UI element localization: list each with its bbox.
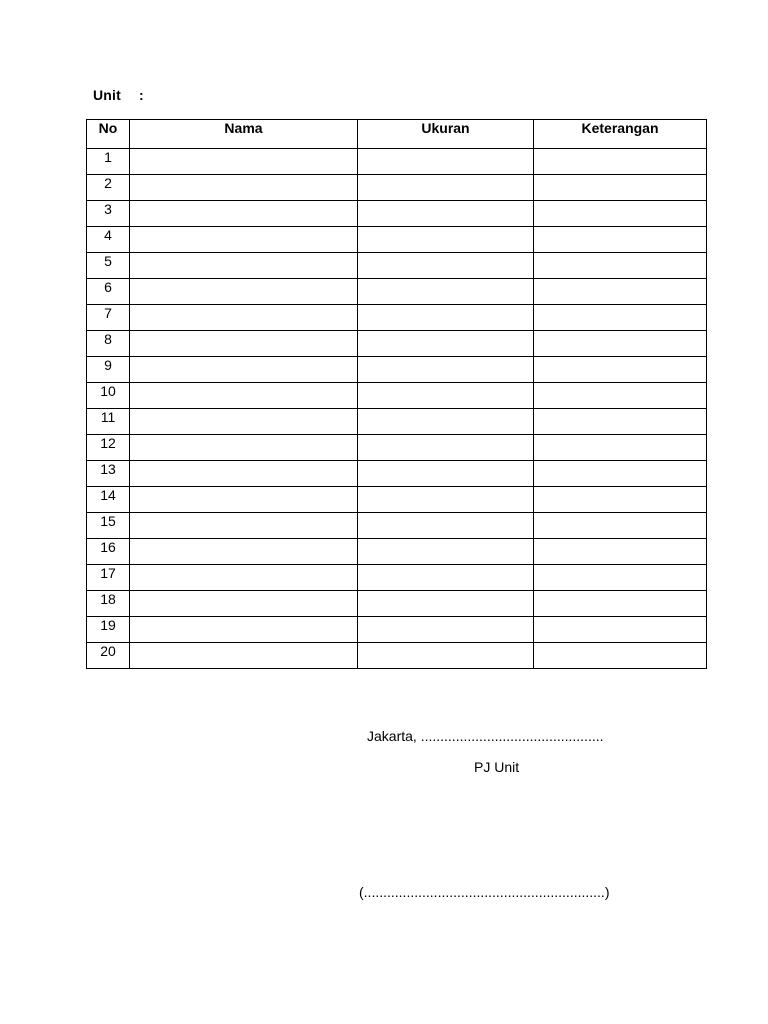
- cell-nama[interactable]: [130, 305, 358, 331]
- cell-keterangan[interactable]: [534, 253, 707, 279]
- cell-no: 15: [87, 513, 130, 539]
- cell-ukuran[interactable]: [358, 435, 534, 461]
- cell-no: 2: [87, 175, 130, 201]
- cell-ukuran[interactable]: [358, 617, 534, 643]
- cell-nama[interactable]: [130, 617, 358, 643]
- cell-no: 18: [87, 591, 130, 617]
- cell-no: 3: [87, 201, 130, 227]
- cell-ukuran[interactable]: [358, 201, 534, 227]
- cell-nama[interactable]: [130, 175, 358, 201]
- cell-nama[interactable]: [130, 149, 358, 175]
- cell-keterangan[interactable]: [534, 513, 707, 539]
- cell-ukuran[interactable]: [358, 305, 534, 331]
- table-row: [87, 305, 707, 331]
- cell-keterangan[interactable]: [534, 305, 707, 331]
- cell-nama[interactable]: [130, 487, 358, 513]
- cell-ukuran[interactable]: [358, 539, 534, 565]
- header-keterangan: Keterangan: [534, 120, 707, 149]
- item-table: [86, 119, 707, 669]
- cell-nama[interactable]: [130, 201, 358, 227]
- cell-no: 17: [87, 565, 130, 591]
- cell-no: 11: [87, 409, 130, 435]
- table-row: [87, 331, 707, 357]
- table-row: [87, 409, 707, 435]
- signature-name-line: (..............................................................): [359, 884, 610, 900]
- cell-nama[interactable]: [130, 409, 358, 435]
- cell-no: 5: [87, 253, 130, 279]
- header-nama: Nama: [130, 120, 358, 149]
- cell-ukuran[interactable]: [358, 175, 534, 201]
- cell-no: 8: [87, 331, 130, 357]
- table-row: [87, 565, 707, 591]
- table-row: [87, 643, 707, 669]
- cell-no: 13: [87, 461, 130, 487]
- cell-no: 9: [87, 357, 130, 383]
- cell-no: 14: [87, 487, 130, 513]
- cell-ukuran[interactable]: [358, 461, 534, 487]
- cell-ukuran[interactable]: [358, 331, 534, 357]
- unit-heading: [93, 87, 144, 103]
- cell-no: 20: [87, 643, 130, 669]
- table-row: [87, 149, 707, 175]
- cell-keterangan[interactable]: [534, 487, 707, 513]
- table-row: [87, 591, 707, 617]
- cell-nama[interactable]: [130, 383, 358, 409]
- cell-keterangan[interactable]: [534, 383, 707, 409]
- cell-keterangan[interactable]: [534, 409, 707, 435]
- signature-role: PJ Unit: [474, 759, 520, 775]
- cell-keterangan[interactable]: [534, 331, 707, 357]
- cell-nama[interactable]: [130, 591, 358, 617]
- cell-ukuran[interactable]: [358, 591, 534, 617]
- cell-nama[interactable]: [130, 253, 358, 279]
- cell-no: 7: [87, 305, 130, 331]
- table-row: [87, 461, 707, 487]
- cell-nama[interactable]: [130, 539, 358, 565]
- cell-no: 10: [87, 383, 130, 409]
- table-row: [87, 253, 707, 279]
- cell-no: 12: [87, 435, 130, 461]
- table-row: [87, 617, 707, 643]
- signature-place-date: Jakarta, ...............................................: [367, 728, 604, 744]
- table-row: [87, 279, 707, 305]
- cell-nama[interactable]: [130, 643, 358, 669]
- cell-keterangan[interactable]: [534, 461, 707, 487]
- cell-no: 16: [87, 539, 130, 565]
- cell-nama[interactable]: [130, 565, 358, 591]
- cell-keterangan[interactable]: [534, 357, 707, 383]
- cell-keterangan[interactable]: [534, 435, 707, 461]
- cell-ukuran[interactable]: [358, 513, 534, 539]
- table-row: [87, 383, 707, 409]
- cell-keterangan[interactable]: [534, 201, 707, 227]
- cell-no: 4: [87, 227, 130, 253]
- cell-ukuran[interactable]: [358, 279, 534, 305]
- unit-colon: :: [139, 87, 144, 103]
- cell-nama[interactable]: [130, 331, 358, 357]
- cell-no: 6: [87, 279, 130, 305]
- cell-ukuran[interactable]: [358, 643, 534, 669]
- table-row: [87, 487, 707, 513]
- table-header-row: [87, 120, 707, 149]
- cell-ukuran[interactable]: [358, 409, 534, 435]
- cell-ukuran[interactable]: [358, 383, 534, 409]
- cell-nama[interactable]: [130, 279, 358, 305]
- cell-keterangan[interactable]: [534, 175, 707, 201]
- cell-keterangan[interactable]: [534, 149, 707, 175]
- table-row: [87, 539, 707, 565]
- table-row: [87, 175, 707, 201]
- cell-nama[interactable]: [130, 435, 358, 461]
- cell-keterangan[interactable]: [534, 227, 707, 253]
- cell-ukuran[interactable]: [358, 149, 534, 175]
- cell-keterangan[interactable]: [534, 279, 707, 305]
- cell-keterangan[interactable]: [534, 643, 707, 669]
- table-row: [87, 435, 707, 461]
- cell-no: 1: [87, 149, 130, 175]
- cell-ukuran[interactable]: [358, 565, 534, 591]
- cell-nama[interactable]: [130, 513, 358, 539]
- cell-nama[interactable]: [130, 227, 358, 253]
- cell-no: 19: [87, 617, 130, 643]
- cell-ukuran[interactable]: [358, 357, 534, 383]
- unit-label: Unit: [93, 87, 122, 103]
- cell-ukuran[interactable]: [358, 253, 534, 279]
- cell-ukuran[interactable]: [358, 227, 534, 253]
- cell-ukuran[interactable]: [358, 487, 534, 513]
- cell-keterangan[interactable]: [534, 617, 707, 643]
- table-body: [87, 149, 707, 669]
- cell-nama[interactable]: [130, 357, 358, 383]
- cell-keterangan[interactable]: [534, 591, 707, 617]
- table-row: [87, 357, 707, 383]
- header-no: No: [87, 120, 130, 149]
- header-ukuran: Ukuran: [358, 120, 534, 149]
- table-row: [87, 227, 707, 253]
- table-row: [87, 201, 707, 227]
- cell-keterangan[interactable]: [534, 565, 707, 591]
- table-row: [87, 513, 707, 539]
- cell-nama[interactable]: [130, 461, 358, 487]
- cell-keterangan[interactable]: [534, 539, 707, 565]
